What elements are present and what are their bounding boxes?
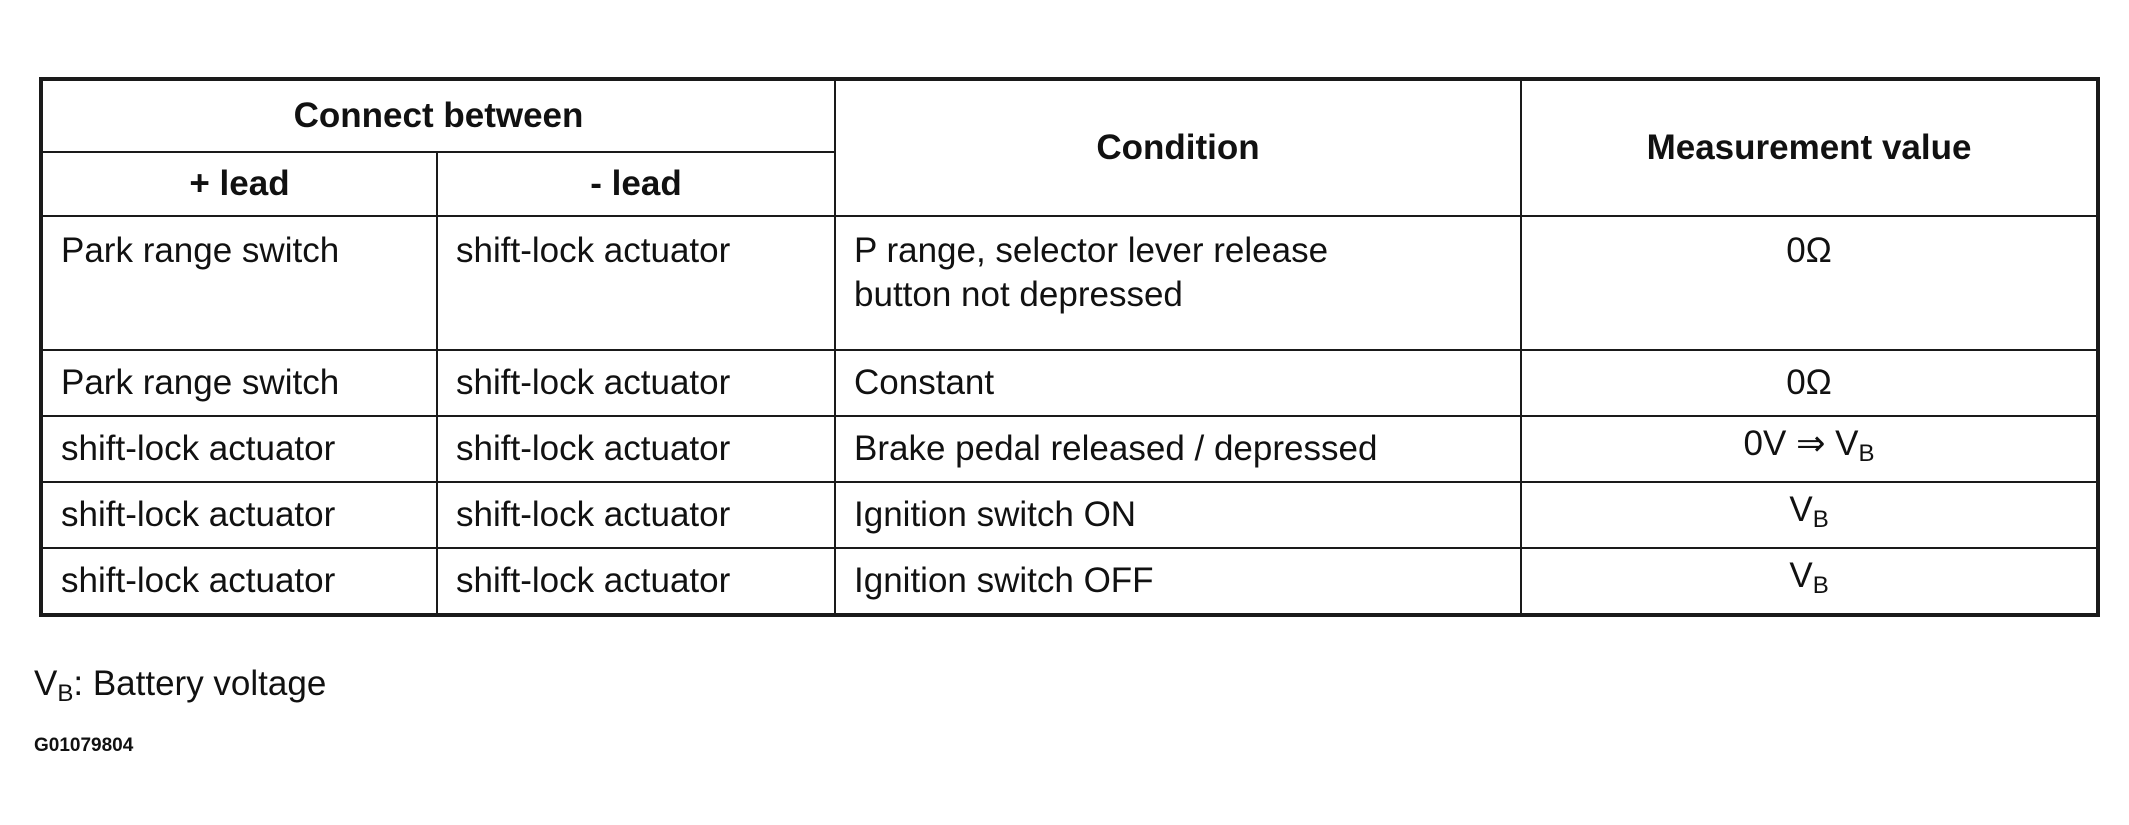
minus-lead-cell: shift-lock actuator xyxy=(437,548,835,615)
measurement-value-cell xyxy=(1521,416,2098,482)
measurement-value-cell xyxy=(1521,482,2098,548)
plus-lead-cell: Park range switch xyxy=(41,216,437,350)
minus-lead-cell: shift-lock actuator xyxy=(437,482,835,548)
plus-lead-cell: shift-lock actuator xyxy=(41,482,437,548)
condition-line: P range, selector lever release xyxy=(854,231,1329,270)
footnote-symbol-subscript: B xyxy=(57,680,74,707)
value-subscript: B xyxy=(1858,440,1875,467)
minus-lead-cell: shift-lock actuator xyxy=(437,416,835,482)
measurement-value-cell: 0Ω xyxy=(1521,216,2098,350)
condition-line: button not depressed xyxy=(854,275,1183,314)
table-row xyxy=(41,548,2098,615)
plus-lead-cell: shift-lock actuator xyxy=(41,416,437,482)
condition-cell: Brake pedal released / depressed xyxy=(835,416,1521,482)
battery-voltage-footnote xyxy=(34,662,326,716)
connect-between-header: Connect between xyxy=(41,79,835,152)
condition-cell: Ignition switch OFF xyxy=(835,548,1521,615)
table-row xyxy=(41,482,2098,548)
condition-cell: Constant xyxy=(835,350,1521,416)
plus-lead-cell: shift-lock actuator xyxy=(41,548,437,615)
footnote-text: : Battery voltage xyxy=(73,664,327,703)
minus-lead-cell: shift-lock actuator xyxy=(437,216,835,350)
figure-code: G01079804 xyxy=(34,735,134,756)
condition-header: Condition xyxy=(835,79,1521,216)
condition-cell xyxy=(835,216,1521,350)
table-row xyxy=(41,350,2098,416)
value-text: V xyxy=(1789,490,1813,529)
value-text: V xyxy=(1789,556,1813,595)
plus-lead-cell: Park range switch xyxy=(41,350,437,416)
minus-lead-header: - lead xyxy=(437,152,835,216)
measurement-value-cell: 0Ω xyxy=(1521,350,2098,416)
value-subscript: B xyxy=(1812,506,1829,533)
table-row xyxy=(41,416,2098,482)
measurement-value-header: Measurement value xyxy=(1521,79,2098,216)
measurement-table xyxy=(39,77,2100,617)
measurement-value-cell xyxy=(1521,548,2098,615)
table-row xyxy=(41,216,2098,350)
condition-cell: Ignition switch ON xyxy=(835,482,1521,548)
minus-lead-cell: shift-lock actuator xyxy=(437,350,835,416)
footnote-symbol: V xyxy=(34,664,58,703)
value-text: 0V ⇒ V xyxy=(1743,424,1859,463)
value-subscript: B xyxy=(1812,572,1829,599)
plus-lead-header: + lead xyxy=(41,152,437,216)
